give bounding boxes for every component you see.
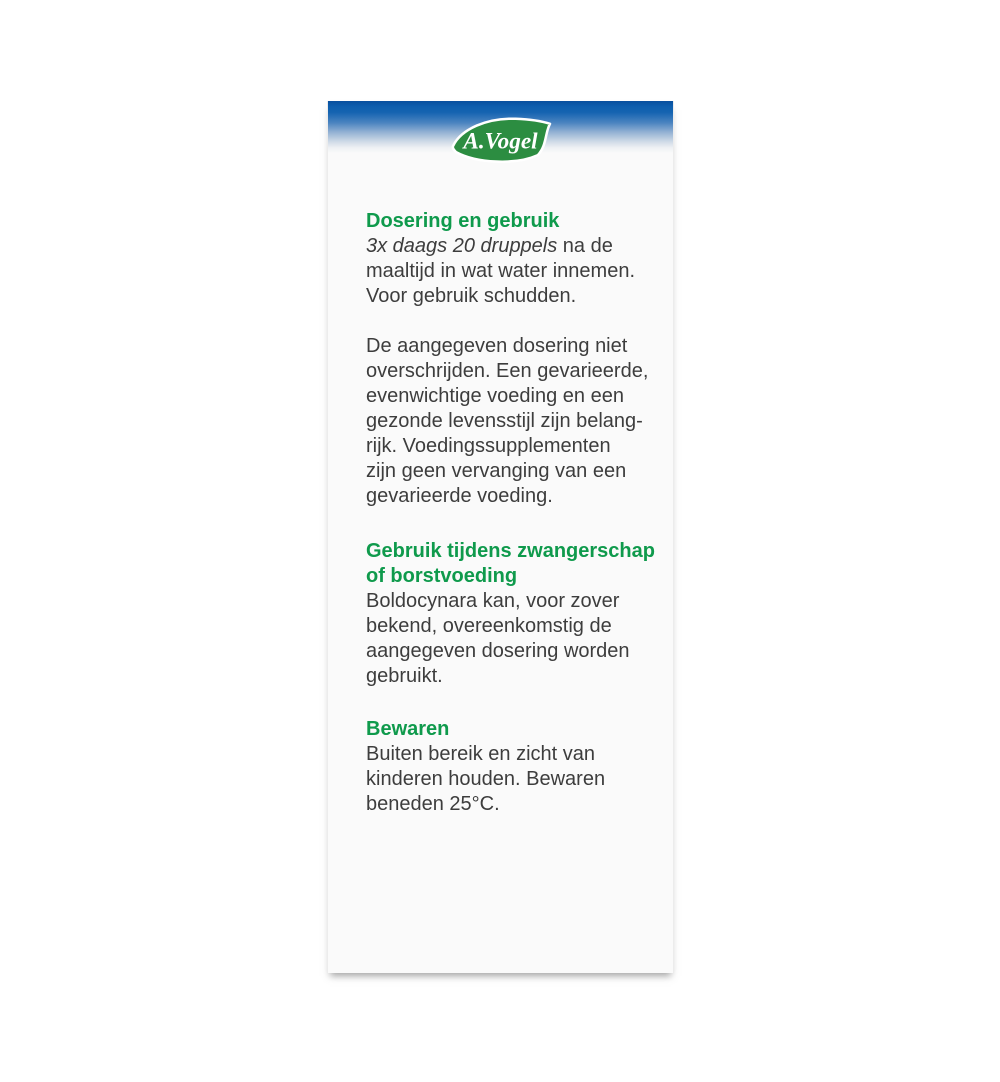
body-line: gebruikt.: [366, 665, 443, 687]
heading-line: Bewaren: [366, 718, 450, 740]
body-line: Boldocynara kan, voor zover: [366, 590, 620, 612]
dosage-line: maaltijd in wat water innemen.: [366, 260, 636, 282]
body-line: gevarieerde voeding.: [366, 485, 553, 507]
avogel-logo: [450, 115, 552, 168]
body-line: overschrijden. Een gevarieerde,: [366, 360, 649, 382]
body-line: zijn geen vervanging van een: [366, 460, 627, 482]
storage-paragraph: [366, 742, 648, 817]
pregnancy-paragraph: [366, 589, 648, 689]
dosage-line: [366, 234, 648, 259]
body-line: evenwichtige voeding en een: [366, 385, 624, 407]
shake-instruction: Voor gebruik schudden.: [366, 285, 577, 307]
body-line: Buiten bereik en zicht van: [366, 743, 596, 765]
dosage-amount-italic: 3x daags 20 druppels: [366, 235, 558, 257]
body-line: bekend, overeenkomstig de: [366, 615, 612, 637]
body-line: De aangegeven dosering niet: [366, 335, 628, 357]
product-box-side-panel: [327, 101, 674, 973]
heading-line: Dosering en gebruik: [366, 210, 560, 232]
avogel-leaf-logo: [450, 115, 552, 168]
body-line: aangegeven dosering worden: [366, 640, 630, 662]
body-line: gezonde levensstijl zijn belang-: [366, 410, 643, 432]
heading-line: Gebruik tijdens zwangerschap: [366, 540, 655, 562]
body-line: rijk. Voedingssupplementen: [366, 435, 611, 457]
heading-line: of borstvoeding: [366, 565, 518, 587]
dosage-line-rest: na de: [557, 235, 613, 257]
panel-text-content: [366, 209, 655, 817]
section-heading-dosering: [366, 209, 648, 234]
warning-paragraph: [366, 334, 648, 509]
brand-name: A.Vogel: [463, 128, 538, 155]
body-line: beneden 25°C.: [366, 793, 500, 815]
section-heading-bewaren: [366, 717, 648, 742]
section-heading-zwangerschap: [366, 539, 655, 589]
body-line: kinderen houden. Bewaren: [366, 768, 606, 790]
